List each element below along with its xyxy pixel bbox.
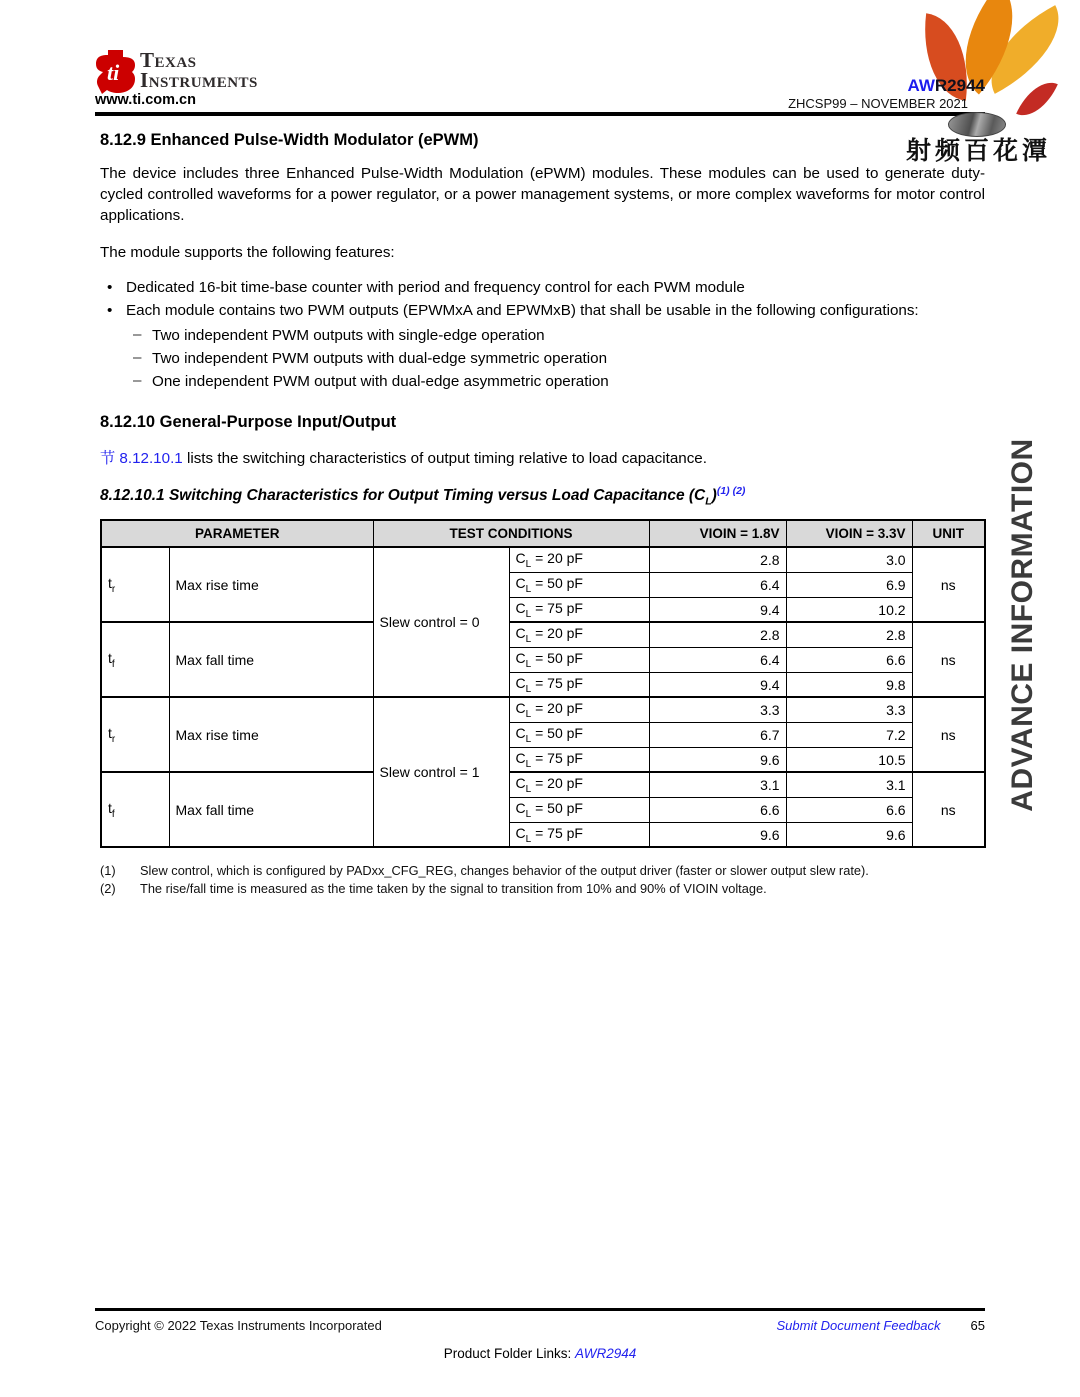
ti-wordmark xyxy=(140,48,258,92)
list-item xyxy=(100,277,985,300)
part-number-prefix: AW xyxy=(907,76,935,95)
product-folder-line xyxy=(0,1346,1080,1361)
value-3v3-cell: 3.1 xyxy=(786,772,912,797)
test-condition-cell: $C_L = 20$ pF xyxy=(509,697,649,722)
dash-icon: – xyxy=(133,349,142,366)
test-condition-cell: $C_L = 75$ pF xyxy=(509,672,649,697)
test-condition-cell: $C_L = 20$ pF xyxy=(509,622,649,647)
column-header-unit: UNIT xyxy=(912,520,985,547)
footnote-text: The rise/fall time is measured as the time taken by the signal to transition from 10% and 90% of VIOIN voltage. xyxy=(140,881,767,897)
footnote-text: Slew control, which is configured by PADxx_CFG_REG, changes behavior of the output driver (faster or slower output slew rate). xyxy=(140,863,869,879)
test-condition-cell: $C_L = 20$ pF xyxy=(509,547,649,572)
section-heading-epwm: 8.12.9 Enhanced Pulse-Width Modulator (ePWM) xyxy=(100,131,479,149)
test-condition-cell: $C_L = 75$ pF xyxy=(509,597,649,622)
column-header-vioin-1v8: VIOIN = 1.8V xyxy=(649,520,786,547)
brand-line-instruments: INSTRUMENTS xyxy=(140,68,258,92)
table-row xyxy=(101,772,985,797)
value-1v8-cell: 6.6 xyxy=(649,797,786,822)
unit-cell: ns xyxy=(912,697,985,772)
test-condition-cell: $C_L = 50$ pF xyxy=(509,797,649,822)
list-item xyxy=(100,324,985,347)
sub-feature-text: One independent PWM output with dual-edge asymmetric operation xyxy=(152,373,609,390)
section-ref-link[interactable]: 节 8.12.10.1 xyxy=(100,450,183,467)
parameter-name-cell: Max rise time xyxy=(169,547,373,622)
sub-feature-text: Two independent PWM outputs with dual-edge symmetric operation xyxy=(152,350,608,367)
sub-feature-list xyxy=(100,324,985,393)
feature-list xyxy=(100,277,985,322)
test-condition-cell: $C_L = 50$ pF xyxy=(509,572,649,597)
parameter-name-cell: Max rise time xyxy=(169,697,373,772)
parameter-name-cell: Max fall time xyxy=(169,772,373,847)
table-row xyxy=(101,547,985,572)
value-1v8-cell: 9.6 xyxy=(649,747,786,772)
table-header-row xyxy=(101,520,985,547)
test-condition-cell: $C_L = 20$ pF xyxy=(509,772,649,797)
footnote-number: (1) xyxy=(100,863,116,879)
website-url: www.ti.com.cn xyxy=(95,92,196,108)
page-number: 65 xyxy=(970,1318,985,1333)
value-3v3-cell: 6.6 xyxy=(786,647,912,672)
column-header-vioin-3v3: VIOIN = 3.3V xyxy=(786,520,912,547)
footer xyxy=(95,1318,985,1333)
parameter-symbol-cell: $t_r$ xyxy=(101,547,169,622)
footnote-ref-link[interactable]: (1) (2) xyxy=(716,485,746,497)
flame-petal-drop xyxy=(1016,74,1058,125)
slew-control-cell: Slew control = 0 xyxy=(373,547,509,697)
table-title-text: 8.12.10.1 Switching Characteristics for Output Timing versus Load Capacitance (C xyxy=(100,487,706,505)
feature-text: Dedicated 16-bit time-base counter with period and frequency control for each PWM module xyxy=(126,279,745,296)
dash-icon: – xyxy=(133,372,142,389)
part-number-link[interactable] xyxy=(908,76,986,96)
bullet-icon: • xyxy=(107,301,113,319)
table-title xyxy=(100,485,985,507)
value-3v3-cell: 6.9 xyxy=(786,572,912,597)
table-title-subscript: L xyxy=(705,495,712,508)
doc-code-date: ZHCSP99 – NOVEMBER 2021 xyxy=(788,96,968,111)
brand-line-texas: TEXAS xyxy=(140,48,197,72)
test-condition-cell: $C_L = 75$ pF xyxy=(509,822,649,847)
column-header-parameter: PARAMETER xyxy=(101,520,373,547)
value-1v8-cell: 9.4 xyxy=(649,597,786,622)
gpio-intro-text: lists the switching characteristics of output timing relative to load capacitance. xyxy=(182,450,707,467)
value-3v3-cell: 9.6 xyxy=(786,822,912,847)
value-1v8-cell: 2.8 xyxy=(649,622,786,647)
value-3v3-cell: 10.5 xyxy=(786,747,912,772)
value-1v8-cell: 6.7 xyxy=(649,722,786,747)
test-condition-cell: $C_L = 50$ pF xyxy=(509,722,649,747)
main-content xyxy=(100,131,985,898)
feature-text: Each module contains two PWM outputs (EPWMxA and EPWMxB) that shall be usable in the following configurations: xyxy=(126,301,919,319)
submit-feedback-link[interactable]: Submit Document Feedback xyxy=(776,1318,941,1333)
parameter-symbol-cell: $t_f$ xyxy=(101,772,169,847)
bullet-icon: • xyxy=(107,279,113,296)
footnote-number: (2) xyxy=(100,881,116,897)
test-condition-cell: $C_L = 50$ pF xyxy=(509,647,649,672)
column-header-test-conditions: TEST CONDITIONS xyxy=(373,520,649,547)
footnote xyxy=(100,880,985,898)
value-1v8-cell: 6.4 xyxy=(649,647,786,672)
footer-rule xyxy=(95,1308,985,1311)
value-3v3-cell: 3.3 xyxy=(786,697,912,722)
value-3v3-cell: 2.8 xyxy=(786,622,912,647)
advance-information-banner: ADVANCE INFORMATION xyxy=(1006,438,1039,812)
value-3v3-cell: 7.2 xyxy=(786,722,912,747)
list-item xyxy=(100,347,985,370)
unit-cell: ns xyxy=(912,772,985,847)
parameter-name-cell: Max fall time xyxy=(169,622,373,697)
table-row xyxy=(101,697,985,722)
parameter-symbol-cell: $t_f$ xyxy=(101,622,169,697)
part-number-suffix: R2944 xyxy=(934,76,985,95)
header-rule xyxy=(95,112,985,116)
dash-icon: – xyxy=(133,326,142,343)
list-item xyxy=(100,300,985,323)
features-intro-paragraph: The module supports the following features: xyxy=(100,244,395,261)
value-3v3-cell: 9.8 xyxy=(786,672,912,697)
section-heading-gpio: 8.12.10 General-Purpose Input/Output xyxy=(100,413,397,431)
product-folder-link[interactable]: AWR2944 xyxy=(575,1346,637,1361)
table-row xyxy=(101,622,985,647)
value-1v8-cell: 2.8 xyxy=(649,547,786,572)
value-1v8-cell: 3.3 xyxy=(649,697,786,722)
switching-characteristics-table xyxy=(100,519,986,848)
test-condition-cell: $C_L = 75$ pF xyxy=(509,747,649,772)
gpio-intro-paragraph xyxy=(100,447,985,468)
table-title-close: ) xyxy=(711,487,717,505)
value-1v8-cell: 3.1 xyxy=(649,772,786,797)
value-3v3-cell: 6.6 xyxy=(786,797,912,822)
product-folder-label: Product Folder Links: xyxy=(443,1346,575,1361)
svg-text:ti: ti xyxy=(107,60,120,85)
footnotes xyxy=(100,862,985,898)
value-1v8-cell: 9.4 xyxy=(649,672,786,697)
unit-cell: ns xyxy=(912,547,985,622)
copyright-text: Copyright © 2022 Texas Instruments Incorporated xyxy=(95,1318,382,1333)
sub-feature-text: Two independent PWM outputs with single-edge operation xyxy=(152,327,545,344)
parameter-symbol-cell: $t_r$ xyxy=(101,697,169,772)
value-3v3-cell: 3.0 xyxy=(786,547,912,572)
value-1v8-cell: 6.4 xyxy=(649,572,786,597)
list-item xyxy=(100,370,985,393)
value-1v8-cell: 9.6 xyxy=(649,822,786,847)
epwm-paragraph: The device includes three Enhanced Pulse-Width Modulation (ePWM) modules. These modules can be used to generate duty-cycled controlled waveforms for a power regulator, or a power management systems, or more complex waveforms for motor control applications. xyxy=(100,165,985,224)
footnote xyxy=(100,862,985,880)
slew-control-cell: Slew control = 1 xyxy=(373,697,509,847)
value-3v3-cell: 10.2 xyxy=(786,597,912,622)
chinese-watermark: 射频百花潭 xyxy=(906,137,1052,165)
unit-cell: ns xyxy=(912,622,985,697)
